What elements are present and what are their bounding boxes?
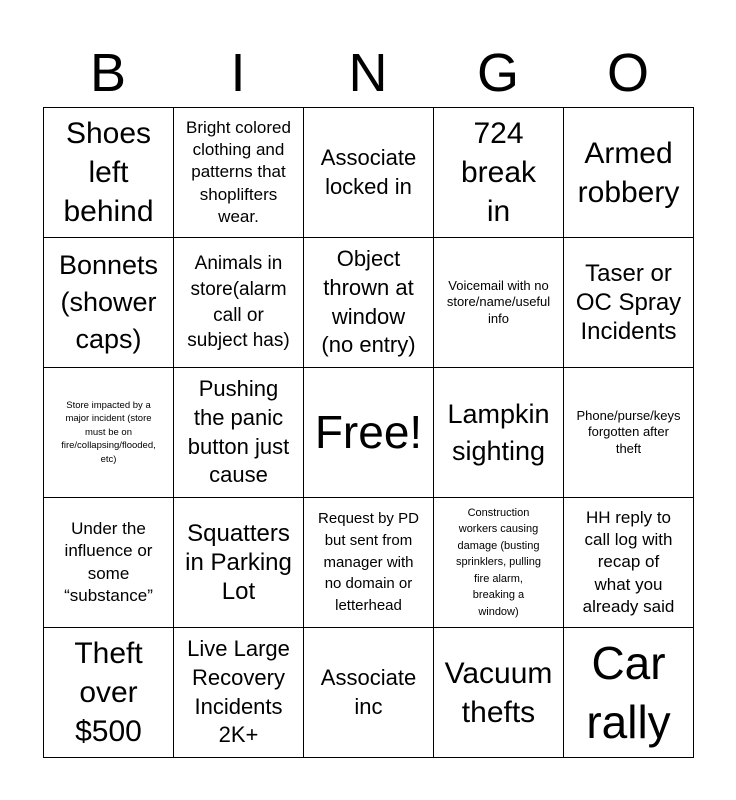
header-letter-b: B <box>89 43 127 103</box>
bingo-cell[interactable] <box>304 628 434 758</box>
cell-label: Associate inc <box>320 664 417 719</box>
cell-label: Under the influence or some “substance” <box>64 519 153 605</box>
bingo-cell[interactable] <box>434 368 564 498</box>
bingo-cell[interactable] <box>304 108 434 238</box>
cell-label: Lampkin sighting <box>447 398 550 466</box>
cell-label: Voicemail with no store/name/useful info <box>446 277 551 326</box>
cell-label: Squatters in Parking Lot <box>185 519 292 606</box>
bingo-cell[interactable] <box>44 628 174 758</box>
cell-label: Construction workers causing damage (busting sprinklers, pulling fire alarm, breaking a window) <box>456 506 541 618</box>
bingo-cell[interactable] <box>434 628 564 758</box>
bingo-cell[interactable] <box>564 238 694 368</box>
bingo-cell[interactable] <box>174 368 304 498</box>
cell-label: Taser or OC Spray Incidents <box>575 259 682 346</box>
bingo-cell[interactable] <box>564 368 694 498</box>
cell-label: Phone/purse/keys forgotten after theft <box>576 407 681 456</box>
cell-label: Request by PD but sent from manager with no domain or letterhead <box>318 510 419 615</box>
cell-label: Associate locked in <box>320 144 417 199</box>
cell-label: 724 break in <box>460 117 537 228</box>
bingo-header <box>43 40 693 106</box>
bingo-cell[interactable] <box>564 498 694 628</box>
bingo-cell[interactable] <box>44 238 174 368</box>
cell-label: Shoes left behind <box>63 117 154 228</box>
cell-label: Store impacted by a major incident (store must be on fire/collapsing/flooded, etc) <box>61 399 156 465</box>
bingo-cell[interactable] <box>174 108 304 238</box>
cell-label: Bonnets (shower caps) <box>58 250 159 354</box>
free-space-label: Free! <box>314 406 423 459</box>
cell-label: Object thrown at window (no entry) <box>321 246 416 358</box>
bingo-cell[interactable] <box>564 108 694 238</box>
bingo-cell[interactable] <box>174 628 304 758</box>
cell-label: Armed robbery <box>577 136 680 209</box>
cell-label: Pushing the panic button just cause <box>187 376 290 488</box>
cell-label: Animals in store(alarm call or subject has) <box>187 253 290 352</box>
bingo-cell[interactable] <box>174 498 304 628</box>
header-letter-i: I <box>230 43 246 103</box>
cell-label: Bright colored clothing and patterns that shoplifters wear. <box>186 118 291 226</box>
bingo-board <box>43 107 694 758</box>
bingo-cell[interactable] <box>434 238 564 368</box>
header-letter-n: N <box>348 43 388 103</box>
header-letter-o: O <box>606 43 649 103</box>
cell-label: Car rally <box>586 636 671 748</box>
bingo-cell[interactable] <box>434 108 564 238</box>
cell-label: Vacuum thefts <box>444 656 553 729</box>
bingo-cell[interactable] <box>44 108 174 238</box>
header-letter-g: G <box>476 43 519 103</box>
bingo-cell[interactable] <box>564 628 694 758</box>
cell-label: HH reply to call log with recap of what you already said <box>582 508 675 616</box>
cell-label: Theft over $500 <box>74 637 143 748</box>
free-space-cell[interactable] <box>304 368 434 498</box>
bingo-cell[interactable] <box>174 238 304 368</box>
bingo-cell[interactable] <box>44 368 174 498</box>
bingo-cell[interactable] <box>304 498 434 628</box>
bingo-cell[interactable] <box>44 498 174 628</box>
bingo-cell[interactable] <box>434 498 564 628</box>
cell-label: Live Large Recovery Incidents 2K+ <box>187 636 290 748</box>
bingo-cell[interactable] <box>304 238 434 368</box>
